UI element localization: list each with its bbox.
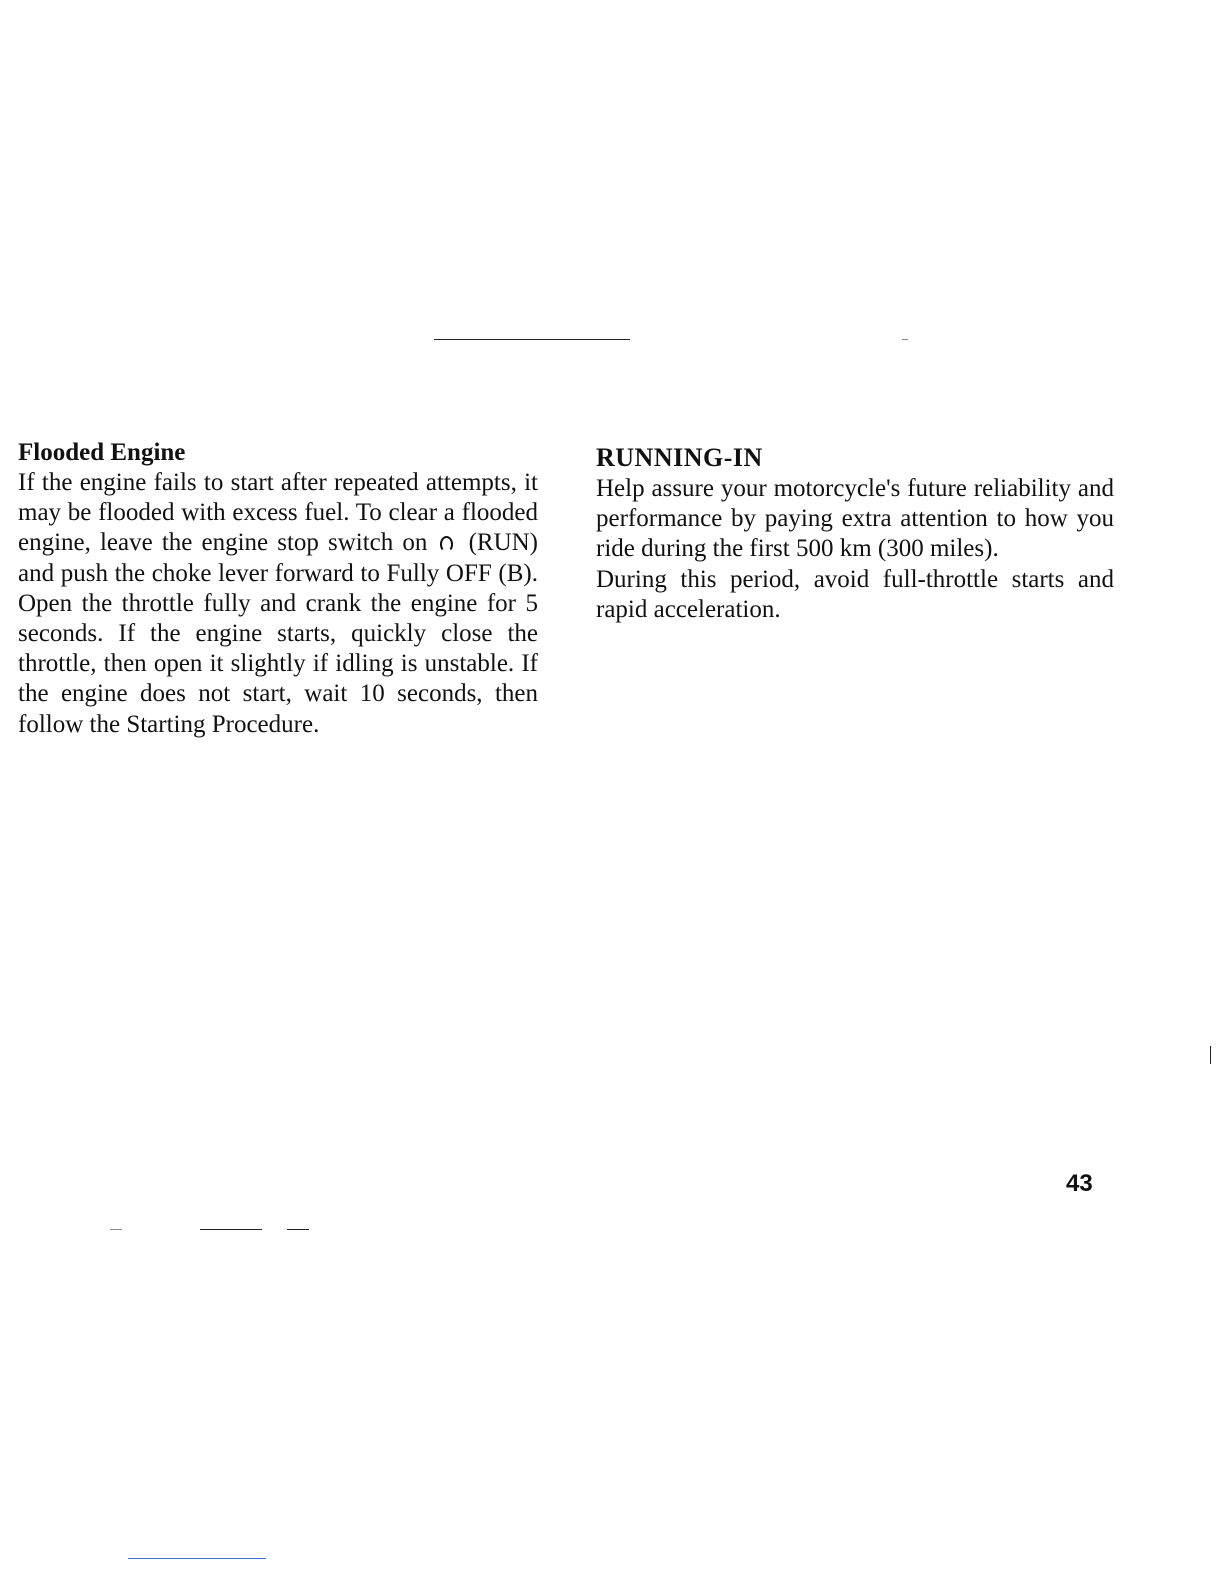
- running-in-heading: RUNNING-IN: [596, 443, 763, 472]
- flooded-engine-heading: Flooded Engine: [18, 439, 186, 466]
- running-in-section: [596, 442, 1114, 625]
- scan-rule-bottom-blue: [128, 1558, 266, 1559]
- scan-mark-bottom-left-2: [287, 1229, 309, 1230]
- scan-tick-right-edge: [1210, 1046, 1211, 1064]
- scan-rule-top: [434, 339, 630, 340]
- flooded-engine-paragraph: [18, 468, 538, 740]
- scan-mark-bottom-left-1: [110, 1229, 122, 1230]
- scan-rule-bottom-left: [200, 1229, 262, 1230]
- flooded-engine-text-part-2: (RUN) and push the choke lever forward to Fully OFF (B). Open the throttle fully and crank the engine for 5 seconds. If the engine starts, quickly close the throttle, then open it slightly if idling is unstable. If the engine does not start, wait 10 seconds, then follow the Starting Procedure.: [18, 529, 539, 738]
- running-in-paragraph-1: Help assure your motorcycle's future reliability and performance by paying extra attention to how you ride during the first 500 km (300 miles).: [596, 475, 1114, 563]
- page-number: 43: [1066, 1170, 1093, 1197]
- running-in-paragraph-2: During this period, avoid full-throttle starts and rapid acceleration.: [596, 565, 1114, 623]
- scan-mark-top-right: [902, 339, 908, 340]
- flooded-engine-section: [18, 438, 538, 740]
- flooded-engine-text-part-1: If the engine fails to start after repeated attempts, it may be flooded with excess fuel. To clear a flooded engine, leave the engine stop switch on: [18, 469, 538, 557]
- engine-stop-run-icon: [440, 536, 453, 552]
